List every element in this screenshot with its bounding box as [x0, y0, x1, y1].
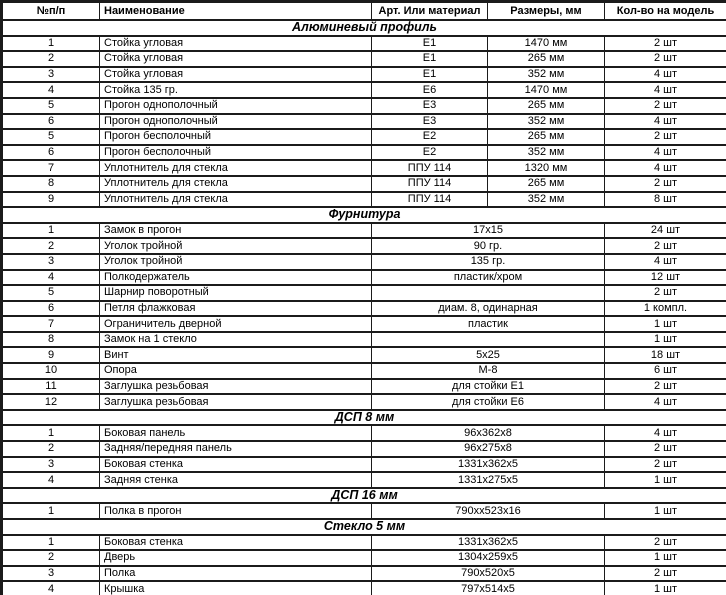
article-cell: Е1 — [372, 67, 488, 83]
row-number-cell: 5 — [2, 129, 100, 145]
section-title: Фурнитура — [2, 207, 726, 223]
column-header-name: Наименование — [100, 2, 372, 21]
table-body — [2, 20, 726, 595]
column-header-article: Арт. Или материал — [372, 2, 488, 21]
item-name-cell: Уплотнитель для стекла — [100, 160, 372, 176]
item-name-cell: Стойка угловая — [100, 36, 372, 52]
section-title: ДСП 8 мм — [2, 410, 726, 426]
row-number-cell: 2 — [2, 550, 100, 566]
item-name-cell: Винт — [100, 347, 372, 363]
spec-cell: 790хх523х16 — [372, 503, 605, 519]
row-number-cell: 7 — [2, 316, 100, 332]
quantity-cell: 2 шт — [605, 238, 726, 254]
size-cell: 352 мм — [488, 145, 605, 161]
spec-cell: пластик — [372, 316, 605, 332]
table-row — [2, 566, 726, 582]
spec-cell — [372, 332, 605, 348]
size-cell: 1320 мм — [488, 160, 605, 176]
item-name-cell: Опора — [100, 363, 372, 379]
item-name-cell: Уплотнитель для стекла — [100, 192, 372, 208]
row-number-cell: 12 — [2, 394, 100, 410]
item-name-cell: Прогон бесполочный — [100, 129, 372, 145]
item-name-cell: Крышка — [100, 581, 372, 595]
article-cell: ППУ 114 — [372, 176, 488, 192]
table-row — [2, 145, 726, 161]
spec-cell: 90 гр. — [372, 238, 605, 254]
row-number-cell: 1 — [2, 425, 100, 441]
table-row — [2, 332, 726, 348]
spec-cell: 135 гр. — [372, 254, 605, 270]
table-row — [2, 535, 726, 551]
row-number-cell: 8 — [2, 176, 100, 192]
spec-cell: диам. 8, одинарная — [372, 301, 605, 317]
table-row — [2, 36, 726, 52]
article-cell: Е2 — [372, 129, 488, 145]
item-name-cell: Замок на 1 стекло — [100, 332, 372, 348]
item-name-cell: Стойка угловая — [100, 67, 372, 83]
row-number-cell: 1 — [2, 503, 100, 519]
row-number-cell: 6 — [2, 145, 100, 161]
quantity-cell: 2 шт — [605, 566, 726, 582]
table-row — [2, 82, 726, 98]
item-name-cell: Полка — [100, 566, 372, 582]
quantity-cell: 1 шт — [605, 503, 726, 519]
table-row — [2, 363, 726, 379]
table-row — [2, 192, 726, 208]
table-row — [2, 550, 726, 566]
article-cell: ППУ 114 — [372, 160, 488, 176]
item-name-cell: Уплотнитель для стекла — [100, 176, 372, 192]
quantity-cell: 2 шт — [605, 379, 726, 395]
row-number-cell: 11 — [2, 379, 100, 395]
row-number-cell: 4 — [2, 82, 100, 98]
quantity-cell: 2 шт — [605, 98, 726, 114]
table-row — [2, 441, 726, 457]
item-name-cell: Шарнир поворотный — [100, 285, 372, 301]
quantity-cell: 1 шт — [605, 472, 726, 488]
row-number-cell: 3 — [2, 566, 100, 582]
quantity-cell: 2 шт — [605, 457, 726, 473]
item-name-cell: Задняя стенка — [100, 472, 372, 488]
table-row — [2, 472, 726, 488]
row-number-cell: 5 — [2, 98, 100, 114]
table-row — [2, 347, 726, 363]
row-number-cell: 7 — [2, 160, 100, 176]
article-cell: Е1 — [372, 36, 488, 52]
table-row — [2, 129, 726, 145]
article-cell: Е6 — [372, 82, 488, 98]
quantity-cell: 2 шт — [605, 129, 726, 145]
quantity-cell: 24 шт — [605, 223, 726, 239]
row-number-cell: 3 — [2, 67, 100, 83]
item-name-cell: Петля флажковая — [100, 301, 372, 317]
table-row — [2, 316, 726, 332]
quantity-cell: 1 шт — [605, 332, 726, 348]
article-cell: Е3 — [372, 98, 488, 114]
table-row — [2, 51, 726, 67]
size-cell: 352 мм — [488, 114, 605, 130]
article-cell: Е2 — [372, 145, 488, 161]
spec-cell: 1304х259х5 — [372, 550, 605, 566]
item-name-cell: Заглушка резьбовая — [100, 394, 372, 410]
spec-cell: 1331х362х5 — [372, 457, 605, 473]
row-number-cell: 4 — [2, 270, 100, 286]
row-number-cell: 2 — [2, 51, 100, 67]
row-number-cell: 10 — [2, 363, 100, 379]
spec-cell: 17х15 — [372, 223, 605, 239]
table-row — [2, 160, 726, 176]
quantity-cell: 12 шт — [605, 270, 726, 286]
row-number-cell: 9 — [2, 192, 100, 208]
row-number-cell: 1 — [2, 535, 100, 551]
table-row — [2, 379, 726, 395]
row-number-cell: 6 — [2, 114, 100, 130]
size-cell: 352 мм — [488, 192, 605, 208]
table-row — [2, 425, 726, 441]
spec-cell: пластик/хром — [372, 270, 605, 286]
item-name-cell: Задняя/передняя панель — [100, 441, 372, 457]
header-row — [2, 2, 726, 21]
item-name-cell: Стойка угловая — [100, 51, 372, 67]
table-row — [2, 285, 726, 301]
spec-cell: 1331х275х5 — [372, 472, 605, 488]
column-header-num: №п/п — [2, 2, 100, 21]
spec-cell: 1331х362х5 — [372, 535, 605, 551]
section-title: ДСП 16 мм — [2, 488, 726, 504]
table-row — [2, 394, 726, 410]
quantity-cell: 2 шт — [605, 441, 726, 457]
row-number-cell: 6 — [2, 301, 100, 317]
spec-cell: для стойки Е1 — [372, 379, 605, 395]
table-row — [2, 503, 726, 519]
quantity-cell: 4 шт — [605, 160, 726, 176]
item-name-cell: Полкодержатель — [100, 270, 372, 286]
item-name-cell: Ограничитель дверной — [100, 316, 372, 332]
item-name-cell: Дверь — [100, 550, 372, 566]
quantity-cell: 4 шт — [605, 145, 726, 161]
quantity-cell: 6 шт — [605, 363, 726, 379]
size-cell: 265 мм — [488, 98, 605, 114]
table-row — [2, 223, 726, 239]
table-row — [2, 457, 726, 473]
quantity-cell: 4 шт — [605, 425, 726, 441]
table-row — [2, 301, 726, 317]
quantity-cell: 2 шт — [605, 36, 726, 52]
spec-cell: для стойки Е6 — [372, 394, 605, 410]
section-row — [2, 519, 726, 535]
column-header-size: Размеры, мм — [488, 2, 605, 21]
spec-cell — [372, 285, 605, 301]
row-number-cell: 1 — [2, 36, 100, 52]
quantity-cell: 2 шт — [605, 285, 726, 301]
item-name-cell: Стойка 135 гр. — [100, 82, 372, 98]
row-number-cell: 2 — [2, 441, 100, 457]
item-name-cell: Боковая панель — [100, 425, 372, 441]
row-number-cell: 1 — [2, 223, 100, 239]
size-cell: 1470 мм — [488, 36, 605, 52]
row-number-cell: 5 — [2, 285, 100, 301]
item-name-cell: Уголок тройной — [100, 238, 372, 254]
table-row — [2, 114, 726, 130]
quantity-cell: 4 шт — [605, 82, 726, 98]
article-cell: Е3 — [372, 114, 488, 130]
quantity-cell: 1 шт — [605, 581, 726, 595]
size-cell: 1470 мм — [488, 82, 605, 98]
item-name-cell: Уголок тройной — [100, 254, 372, 270]
size-cell: 265 мм — [488, 129, 605, 145]
quantity-cell: 2 шт — [605, 535, 726, 551]
table-row — [2, 270, 726, 286]
item-name-cell: Заглушка резьбовая — [100, 379, 372, 395]
row-number-cell: 4 — [2, 472, 100, 488]
spec-cell: 96х362х8 — [372, 425, 605, 441]
quantity-cell: 2 шт — [605, 176, 726, 192]
quantity-cell: 1 шт — [605, 550, 726, 566]
table-row — [2, 254, 726, 270]
table-row — [2, 581, 726, 595]
spec-cell: 797х514х5 — [372, 581, 605, 595]
row-number-cell: 2 — [2, 238, 100, 254]
section-row — [2, 488, 726, 504]
table-row — [2, 176, 726, 192]
spec-cell: 5х25 — [372, 347, 605, 363]
item-name-cell: Прогон бесполочный — [100, 145, 372, 161]
section-title: Алюминевый профиль — [2, 20, 726, 36]
section-row — [2, 20, 726, 36]
article-cell: Е1 — [372, 51, 488, 67]
size-cell: 352 мм — [488, 67, 605, 83]
quantity-cell: 2 шт — [605, 51, 726, 67]
spec-cell: 96х275х8 — [372, 441, 605, 457]
spec-cell: 790х520х5 — [372, 566, 605, 582]
quantity-cell: 4 шт — [605, 114, 726, 130]
row-number-cell: 9 — [2, 347, 100, 363]
article-cell: ППУ 114 — [372, 192, 488, 208]
quantity-cell: 8 шт — [605, 192, 726, 208]
column-header-quantity: Кол-во на модель — [605, 2, 726, 21]
item-name-cell: Замок в прогон — [100, 223, 372, 239]
row-number-cell: 3 — [2, 254, 100, 270]
size-cell: 265 мм — [488, 176, 605, 192]
item-name-cell: Боковая стенка — [100, 457, 372, 473]
quantity-cell: 4 шт — [605, 67, 726, 83]
table-row — [2, 238, 726, 254]
quantity-cell: 4 шт — [605, 394, 726, 410]
row-number-cell: 4 — [2, 581, 100, 595]
section-row — [2, 410, 726, 426]
row-number-cell: 3 — [2, 457, 100, 473]
table-row — [2, 67, 726, 83]
item-name-cell: Прогон однополочный — [100, 114, 372, 130]
row-number-cell: 8 — [2, 332, 100, 348]
quantity-cell: 18 шт — [605, 347, 726, 363]
section-title: Стекло 5 мм — [2, 519, 726, 535]
quantity-cell: 1 шт — [605, 316, 726, 332]
table-row — [2, 98, 726, 114]
size-cell: 265 мм — [488, 51, 605, 67]
quantity-cell: 1 компл. — [605, 301, 726, 317]
spec-cell: М-8 — [372, 363, 605, 379]
item-name-cell: Прогон однополочный — [100, 98, 372, 114]
section-row — [2, 207, 726, 223]
quantity-cell: 4 шт — [605, 254, 726, 270]
item-name-cell: Боковая стенка — [100, 535, 372, 551]
item-name-cell: Полка в прогон — [100, 503, 372, 519]
